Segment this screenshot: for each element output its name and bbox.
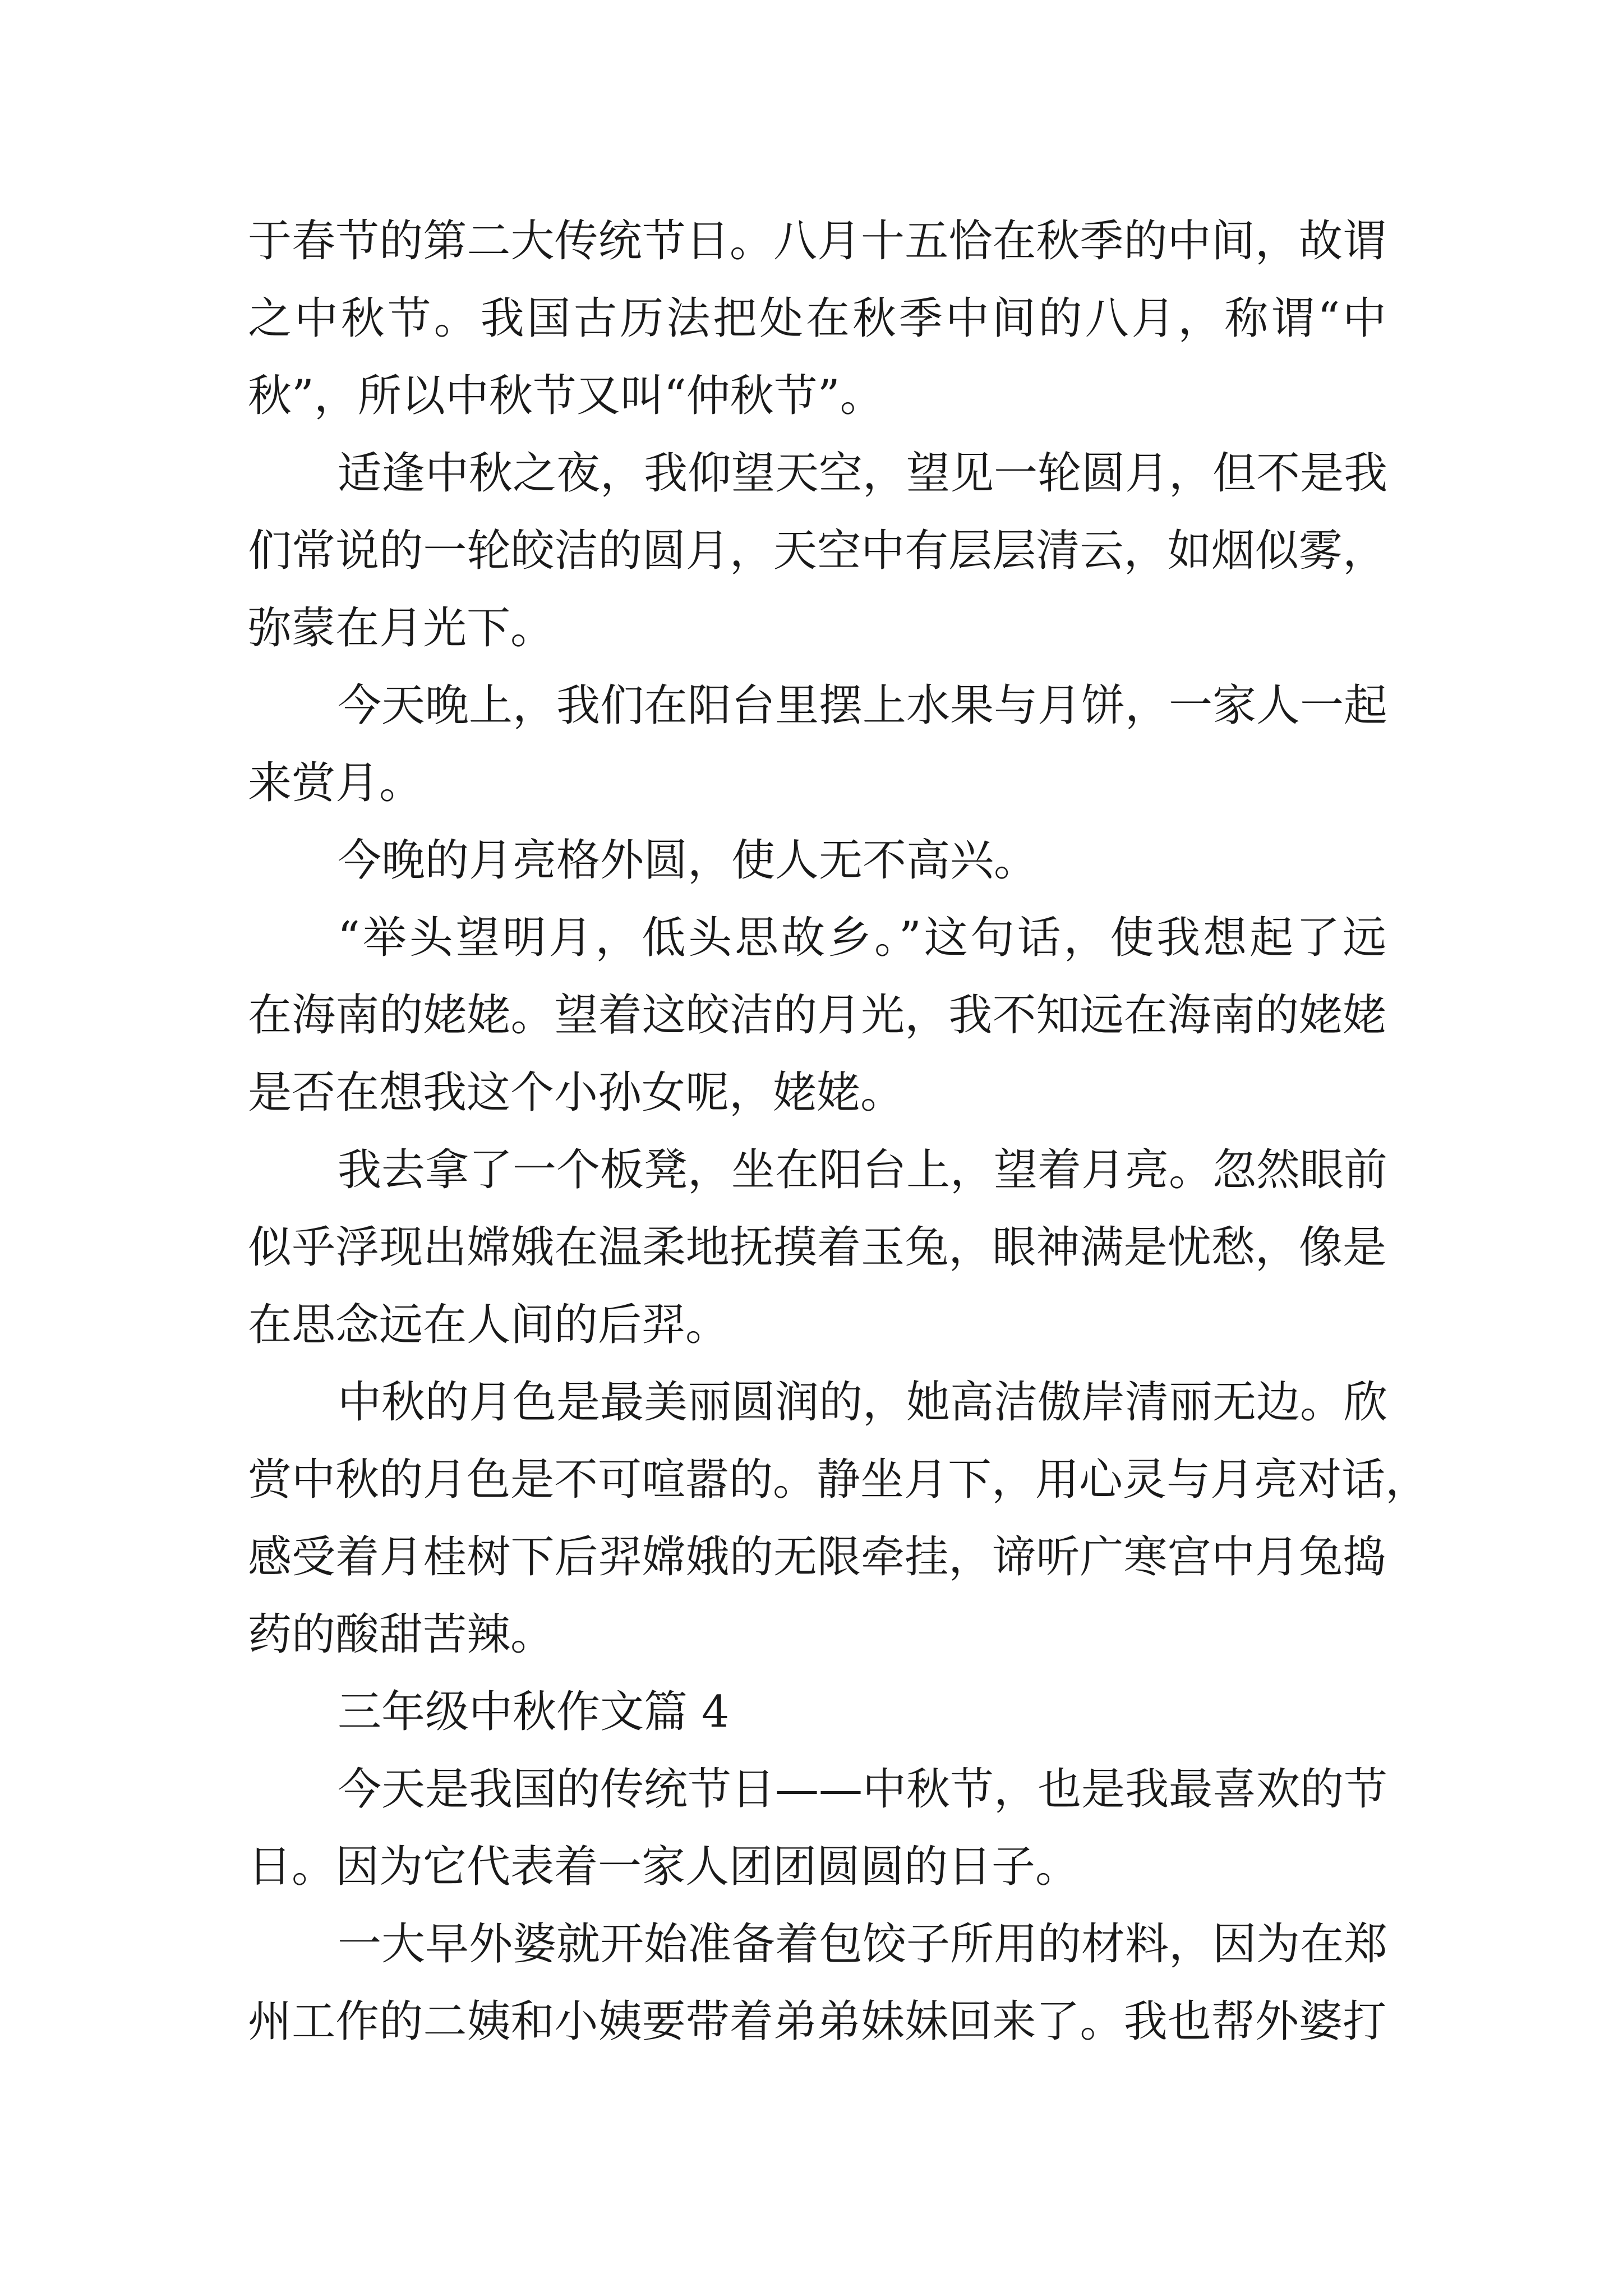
text-line: 中秋的月色是最美丽圆润的，她高洁傲岸清丽无边。欣 xyxy=(338,1377,1388,1428)
text-line: 于春节的第二大传统节日。八月十五恰在秋季的中间，故谓 xyxy=(248,216,1386,266)
text-line: 日。因为它代表着一家人团团圆圆的日子。 xyxy=(248,1842,1080,1892)
text-line: 在海南的姥姥。望着这皎洁的月光，我不知远在海南的姥姥 xyxy=(248,990,1386,1041)
text-line: 我去拿了一个板凳，坐在阳台上，望着月亮。忽然眼前 xyxy=(338,1145,1388,1195)
text-line: 药的酸甜苦辣。 xyxy=(248,1609,555,1660)
text-line: 似乎浮现出嫦娥在温柔地抚摸着玉兔，眼神满是忧愁，像是 xyxy=(248,1222,1386,1273)
text-line: 来赏月。 xyxy=(248,758,423,808)
text-line: 今晚的月亮格外圆，使人无不高兴。 xyxy=(338,835,1038,886)
text-line: 在思念远在人间的后羿。 xyxy=(248,1300,730,1350)
text-line: “举头望明月，低头思故乡。”这句话，使我想起了远 xyxy=(338,913,1386,963)
text-line: 适逢中秋之夜，我仰望天空，望见一轮圆月，但不是我 xyxy=(338,448,1388,499)
text-line: 是否在想我这个小孙女呢，姥姥。 xyxy=(248,1068,905,1118)
text-line: 州工作的二姨和小姨要带着弟弟妹妹回来了。我也帮外婆打 xyxy=(248,1996,1386,2047)
text-line: 今天晚上，我们在阳台里摆上水果与月饼，一家人一起 xyxy=(338,680,1388,731)
text-line: 一大早外婆就开始准备着包饺子所用的材料，因为在郑 xyxy=(338,1919,1388,1970)
section-heading: 三年级中秋作文篇 4 xyxy=(338,1687,730,1737)
text-line: 之中秋节。我国古历法把处在秋季中间的八月，称谓“中 xyxy=(248,293,1386,344)
text-line: 赏中秋的月色是不可喧嚣的。静坐月下，用心灵与月亮对话， xyxy=(248,1455,1430,1505)
text-line: 感受着月桂树下后羿嫦娥的无限牵挂，谛听广寒宫中月兔捣 xyxy=(248,1532,1386,1582)
text-line: 秋”，所以中秋节又叫“仲秋节”。 xyxy=(248,371,884,421)
text-line: 们常说的一轮皎洁的圆月，天空中有层层清云，如烟似雾， xyxy=(248,526,1386,576)
text-line: 今天是我国的传统节日——中秋节，也是我最喜欢的节 xyxy=(338,1764,1388,1815)
text-line: 弥蒙在月光下。 xyxy=(248,603,555,654)
